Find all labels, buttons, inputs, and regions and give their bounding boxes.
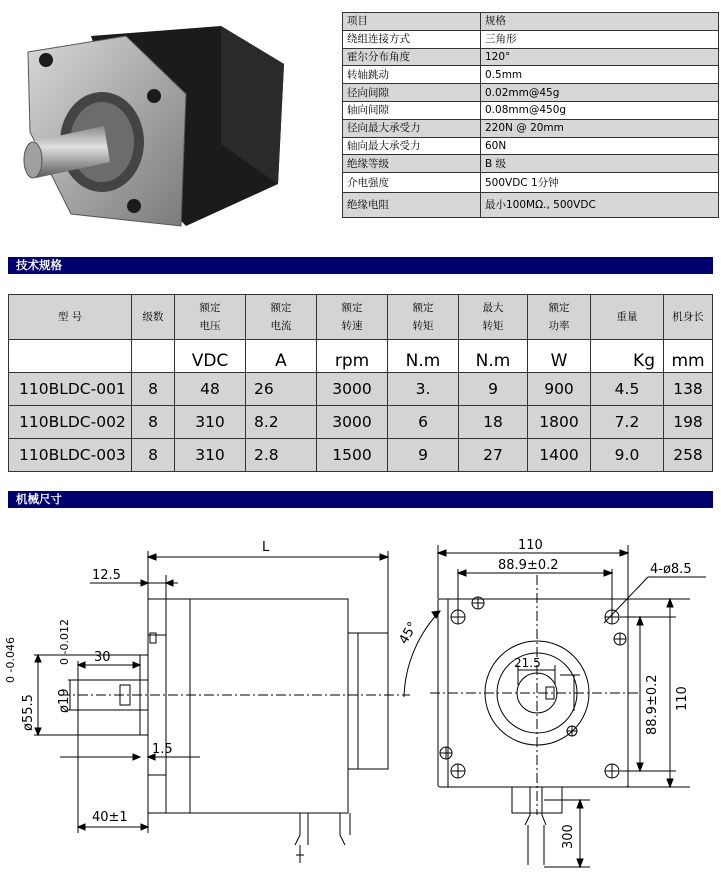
cell: 8 [132, 373, 175, 406]
table-row [9, 373, 713, 406]
dim-length: L [262, 540, 270, 555]
dim-angle: 45° [396, 619, 421, 647]
side-view [34, 551, 410, 863]
cell: 258 [664, 439, 713, 472]
col-header-voltage: 额定 电压 [175, 295, 246, 340]
spec-value: 60N [481, 137, 719, 155]
cell: 1500 [317, 439, 388, 472]
spec-key: 绝缘等级 [343, 155, 481, 173]
motor-photo [16, 14, 338, 236]
cell: 18 [459, 406, 528, 439]
unit-cell: N.m [459, 340, 528, 373]
cell: 4.5 [591, 373, 664, 406]
cell: 3. [388, 373, 459, 406]
unit-cell: rpm [317, 340, 388, 373]
cell: 6 [388, 406, 459, 439]
cell: 1400 [528, 439, 591, 472]
dim-hole-spacing: 88.9±0.2 [498, 558, 559, 573]
cell: 9 [459, 373, 528, 406]
unit-cell [9, 340, 132, 373]
spec-key: 霍尔分布角度 [343, 48, 481, 66]
cell: 8 [132, 406, 175, 439]
model-table [8, 294, 713, 472]
col-header-weight: 重量 [591, 295, 664, 340]
unit-cell: A [246, 340, 317, 373]
dim-pilot-tol: 0 -0.046 [4, 637, 17, 683]
cell: 198 [664, 406, 713, 439]
dim-shaft-ext: 40±1 [92, 810, 128, 825]
section-title-mech: 机械尺寸 [8, 491, 713, 508]
col-header-length: 机身长 [664, 295, 713, 340]
col-header-poles: 级数 [132, 295, 175, 340]
cell-model: 110BLDC-001 [9, 373, 132, 406]
dim-key-width: 21.5 [514, 656, 541, 670]
spec-key: 绝缘电阻 [343, 193, 481, 218]
front-view [404, 545, 706, 867]
spec-key: 轴向最大承受力 [343, 137, 481, 155]
cell: 310 [175, 406, 246, 439]
cell: 1800 [528, 406, 591, 439]
spec-value: 三角形 [481, 30, 719, 48]
dim-flange: 12.5 [92, 568, 121, 583]
spec-header-key: 项目 [343, 13, 481, 31]
dim-lead-length: 300 [561, 824, 576, 849]
cell: 2.8 [246, 439, 317, 472]
unit-cell: VDC [175, 340, 246, 373]
dim-width: 110 [518, 538, 543, 553]
cell: 310 [175, 439, 246, 472]
unit-cell [132, 340, 175, 373]
cell: 138 [664, 373, 713, 406]
col-header-max-torque: 最大 转矩 [459, 295, 528, 340]
spec-key: 轴向间隙 [343, 101, 481, 119]
cell: 7.2 [591, 406, 664, 439]
col-header-torque: 额定 转矩 [388, 295, 459, 340]
spec-key: 介电强度 [343, 173, 481, 193]
col-header-speed: 额定 转速 [317, 295, 388, 340]
dim-holes: 4-ø8.5 [650, 562, 692, 577]
col-header-current: 额定 电流 [246, 295, 317, 340]
col-header-model: 型 号 [9, 295, 132, 340]
spec-value: 0.5mm [481, 66, 719, 84]
spec-value: 120° [481, 48, 719, 66]
cell: 8.2 [246, 406, 317, 439]
spec-key: 绕组连接方式 [343, 30, 481, 48]
cell: 27 [459, 439, 528, 472]
cell-model: 110BLDC-003 [9, 439, 132, 472]
cell-model: 110BLDC-002 [9, 406, 132, 439]
dim-pilot-depth: 1.5 [152, 742, 173, 757]
unit-cell: W [528, 340, 591, 373]
spec-value: B 级 [481, 155, 719, 173]
section-title-tech: 技术规格 [8, 257, 713, 274]
spec-value: 0.02mm@45g [481, 84, 719, 102]
dim-shaft-diameter: ø19 [57, 688, 72, 713]
dim-pilot-diameter: ø55.5 [21, 694, 36, 731]
mechanical-drawing [0, 515, 721, 880]
cell: 8 [132, 439, 175, 472]
spec-key: 转轴跳动 [343, 66, 481, 84]
cell: 3000 [317, 373, 388, 406]
spec-value: 0.08mm@450g [481, 101, 719, 119]
spec-table [342, 12, 719, 218]
unit-cell: Kg [591, 340, 664, 373]
dim-shaft-length: 30 [94, 650, 111, 665]
unit-cell: N.m [388, 340, 459, 373]
dim-height: 110 [675, 686, 690, 711]
spec-value: 最小100MΩ., 500VDC [481, 193, 719, 218]
table-row [9, 406, 713, 439]
dim-shaft-tol: 0 -0.012 [58, 619, 71, 665]
cell: 9 [388, 439, 459, 472]
cell: 48 [175, 373, 246, 406]
spec-key: 径向最大承受力 [343, 119, 481, 137]
col-header-power: 额定 功率 [528, 295, 591, 340]
cell: 9.0 [591, 439, 664, 472]
spec-header-value: 规格 [481, 13, 719, 31]
spec-value: 500VDC 1分钟 [481, 173, 719, 193]
unit-cell: mm [664, 340, 713, 373]
cell: 3000 [317, 406, 388, 439]
cell: 900 [528, 373, 591, 406]
spec-key: 径向间隙 [343, 84, 481, 102]
table-row [9, 439, 713, 472]
dim-vert-spacing: 88.9±0.2 [645, 674, 660, 735]
cell: 26 [246, 373, 317, 406]
spec-value: 220N @ 20mm [481, 119, 719, 137]
